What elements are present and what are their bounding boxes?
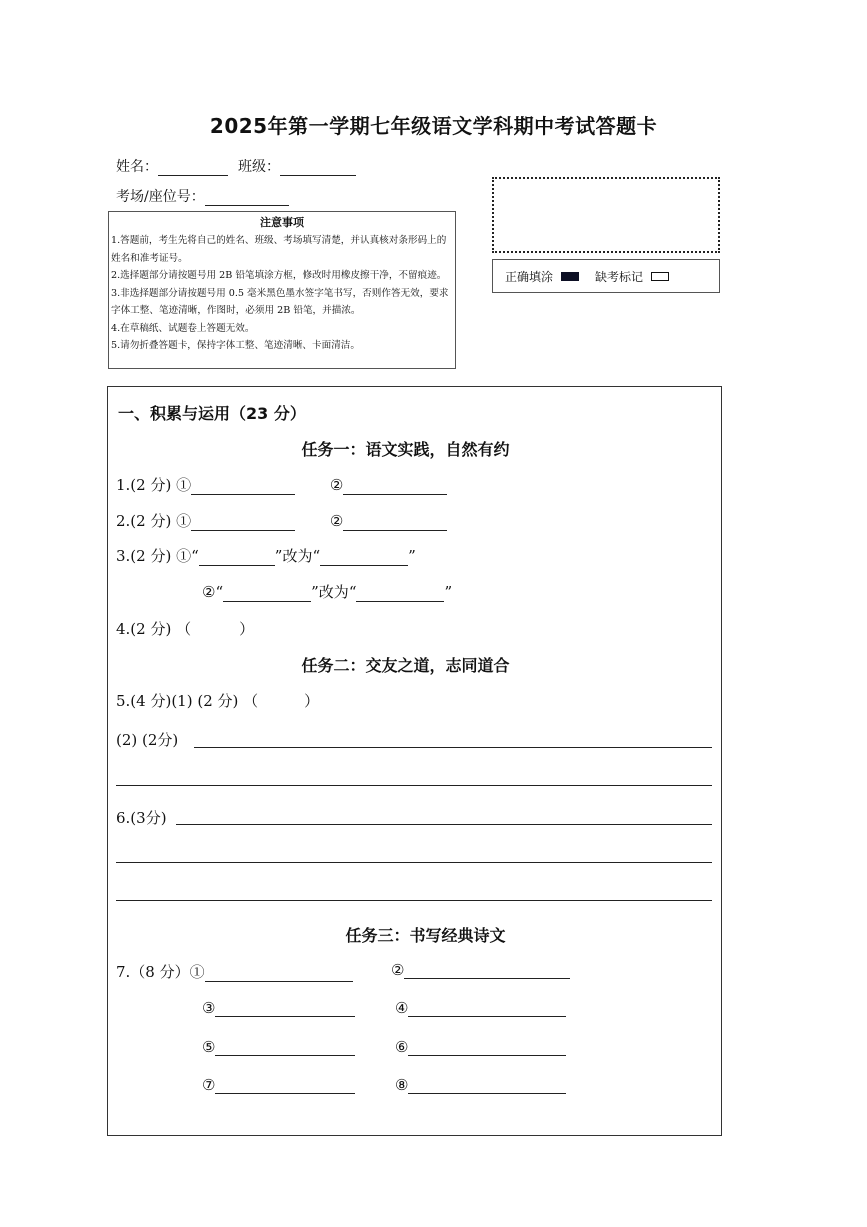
question-5-part-2: (2) (2分) [116, 731, 179, 749]
question-7: 7.（8 分）① [116, 961, 353, 982]
question-7-blank-8: ⑧ [395, 1076, 566, 1094]
notice-item: 2.选择题部分请按题号用 2B 铅笔填涂方框，修改时用橡皮擦干净，不留痕迹。 [111, 270, 447, 281]
answer-field[interactable] [223, 586, 311, 602]
fill-legend [492, 259, 720, 293]
answer-field[interactable] [191, 515, 295, 531]
poem-answer-field[interactable] [408, 1040, 566, 1056]
task1-title: 任务一：语文实践，自然有约 [301, 440, 510, 459]
question-7-blank-4: ④ [395, 999, 566, 1017]
page-title: 2025年第一学期七年级语文学科期中考试答题卡 [209, 114, 658, 138]
seat-label: 考场/座位号： [116, 189, 205, 205]
notice-box [108, 211, 456, 369]
poem-answer-field[interactable] [408, 1078, 566, 1094]
name-field[interactable] [158, 160, 228, 176]
filled-box-icon [561, 272, 579, 281]
class-row [238, 156, 356, 176]
question-3-part-2: ②“ ”改为“ ” [202, 583, 453, 601]
question-7-blank-7: ⑦ [202, 1076, 355, 1094]
answer-line[interactable] [176, 824, 712, 825]
name-row [116, 156, 228, 176]
question-7-blank-3: ③ [202, 999, 355, 1017]
notice-item: 4.在草稿纸、试题卷上答题无效。 [111, 322, 255, 334]
answer-line[interactable] [116, 862, 712, 863]
barcode-area[interactable] [492, 177, 720, 253]
seat-field[interactable] [205, 190, 289, 206]
poem-answer-field[interactable] [215, 1001, 355, 1017]
poem-answer-field[interactable] [404, 963, 570, 979]
answer-field[interactable] [343, 479, 447, 495]
notice-title: 注意事项 [260, 216, 304, 229]
question-7-blank-2: ② [391, 961, 570, 979]
seat-row [116, 186, 289, 206]
task3-title: 任务三：书写经典诗文 [345, 926, 506, 945]
section-accumulation [107, 386, 722, 1136]
poem-answer-field[interactable] [205, 966, 353, 982]
answer-line[interactable] [116, 900, 712, 901]
task2-title: 任务二：交友之道，志同道合 [301, 656, 510, 675]
section-title: 一、积累与运用（23 分） [118, 404, 306, 423]
absent-checkbox[interactable] [651, 272, 669, 281]
notice-item: 5.请勿折叠答题卡，保持字体工整、笔迹清晰、卡面清洁。 [111, 340, 360, 351]
poem-answer-field[interactable] [215, 1078, 355, 1094]
answer-line[interactable] [116, 785, 712, 786]
question-6: 6.(3分) [116, 809, 167, 827]
correct-fill-label: 正确填涂 [505, 269, 554, 284]
question-3: 3.(2 分) ①“ ”改为“ ” [116, 547, 416, 565]
answer-line[interactable] [194, 747, 712, 748]
question-7-blank-6: ⑥ [395, 1038, 566, 1056]
absent-mark-label: 缺考标记 [595, 269, 644, 284]
notice-item: 3.非选择题部分请按题号用 0.5 毫米黑色墨水签字笔书写，否则作答无效，要求字体工整、笔迹清晰，作图时，必须用 2B 铅笔，并描浓。 [111, 287, 449, 316]
class-label: 班级： [238, 159, 280, 175]
question-4: 4.(2 分) （ ） [116, 620, 255, 638]
answer-field[interactable] [343, 515, 447, 531]
question-2: 2.(2 分) ① ② [116, 510, 447, 531]
poem-answer-field[interactable] [215, 1040, 355, 1056]
notice-item: 1.答题前，考生先将自己的姓名、班级、考场填写清楚，并认真核对条形码上的姓名和准考证号。 [111, 235, 447, 264]
answer-field[interactable] [356, 586, 444, 602]
question-7-blank-5: ⑤ [202, 1038, 355, 1056]
poem-answer-field[interactable] [408, 1001, 566, 1017]
answer-field[interactable] [320, 550, 408, 566]
question-5: 5.(4 分)(1) (2 分) （ ） [116, 692, 320, 710]
question-1: 1.(2 分) ① ② [116, 474, 447, 495]
answer-field[interactable] [191, 479, 295, 495]
answer-field[interactable] [199, 550, 275, 566]
class-field[interactable] [280, 160, 356, 176]
name-label: 姓名： [116, 159, 158, 175]
